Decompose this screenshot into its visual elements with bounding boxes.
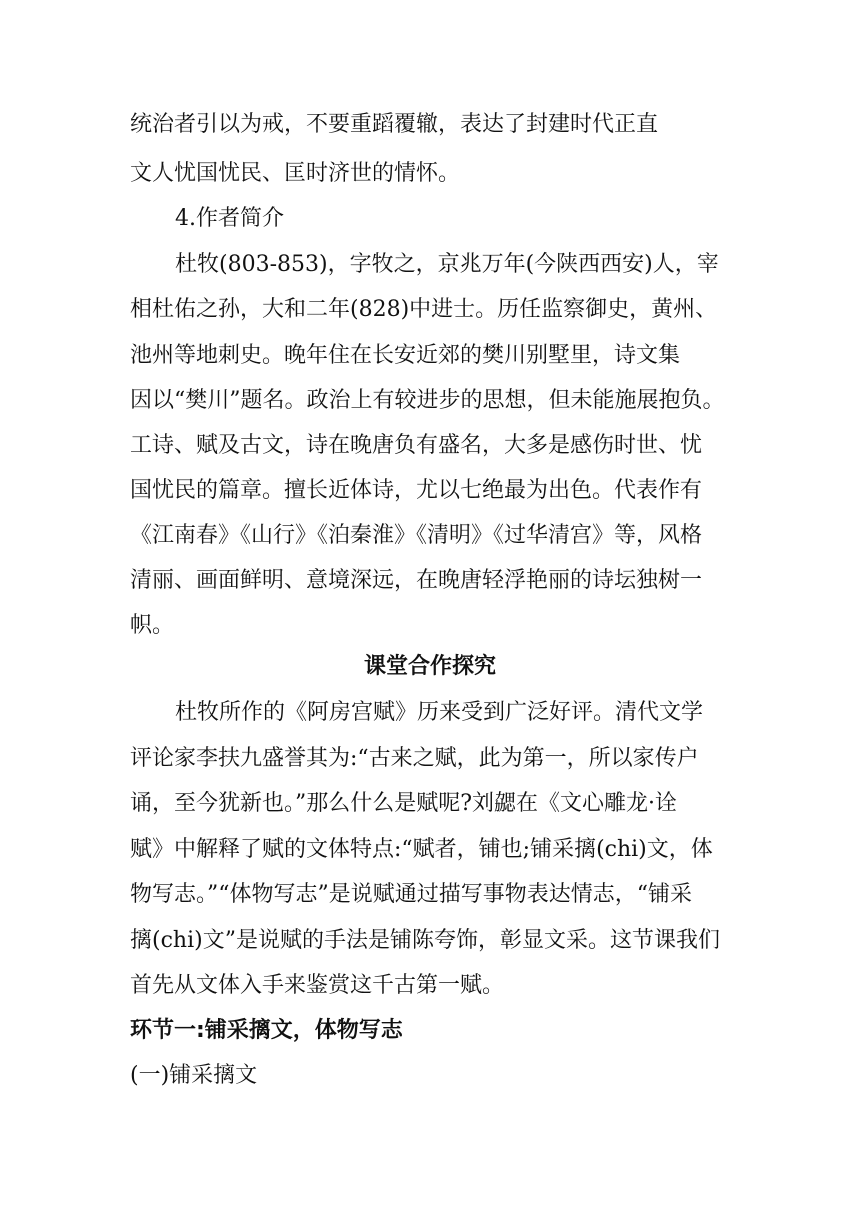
paragraph-line: 因以“樊川”题名。政治上有较进步的思想，但未能施展抱负。	[130, 388, 725, 413]
paragraph-line: 文人忧国忧民、匡时济世的情怀。	[130, 161, 461, 186]
paragraph-line: 杜牧所作的《阿房宫赋》历来受到广泛好评。清代文学	[175, 700, 704, 725]
paragraph-line: 赋》中解释了赋的文体特点:“赋者，铺也;铺采摛(chi)文，体	[130, 837, 713, 862]
paragraph-line: 统治者引以为戒，不要重蹈覆辙，表达了封建时代正直	[130, 112, 659, 137]
paragraph-line: 物写志。”“体物写志”是说赋通过描写事物表达情志，“铺采	[130, 882, 692, 907]
paragraph-line: 首先从文体入手来鉴赏这千古第一赋。	[130, 973, 505, 998]
paragraph-line: 国忧民的篇章。擅长近体诗，尤以七绝最为出色。代表作有	[130, 478, 703, 503]
paragraph-line: 工诗、赋及古文，诗在晚唐负有盛名，大多是感伤时世、忧	[130, 433, 703, 458]
paragraph-line: 《江南春》《山行》《泊秦淮》《清明》《过华清宫》等，风格	[130, 523, 703, 548]
paragraph-line: 摛(chi)文”是说赋的手法是铺陈夸饰，彰显文采。这节课我们	[130, 928, 720, 953]
paragraph-line: 评论家李扶九盛誉其为:“古来之赋，此为第一，所以家传户	[130, 746, 699, 771]
paragraph-line: 清丽、画面鲜明、意境深远，在晚唐轻浮艳丽的诗坛独树一	[130, 568, 703, 593]
sub-heading: (一)铺采摛文	[130, 1063, 258, 1088]
section-title: 课堂合作探究	[363, 654, 496, 679]
paragraph-line: 帜。	[130, 613, 175, 638]
paragraph-line: 池州等地刺史。晚年住在长安近郊的樊川别墅里，诗文集	[130, 343, 681, 368]
subsection-heading: 环节一:铺采摛文，体物写志	[130, 1018, 403, 1043]
paragraph-line: 相杜佑之孙，大和二年(828)中进士。历任监察御史，黄州、	[130, 297, 718, 322]
section-heading: 4.作者简介	[175, 206, 284, 231]
paragraph-line: 诵，至今犹新也。”那么什么是赋呢?刘勰在《文心雕龙·诠	[130, 791, 678, 816]
paragraph-line: 杜牧(803-853)，字牧之，京兆万年(今陕西西安)人，宰	[175, 252, 719, 277]
